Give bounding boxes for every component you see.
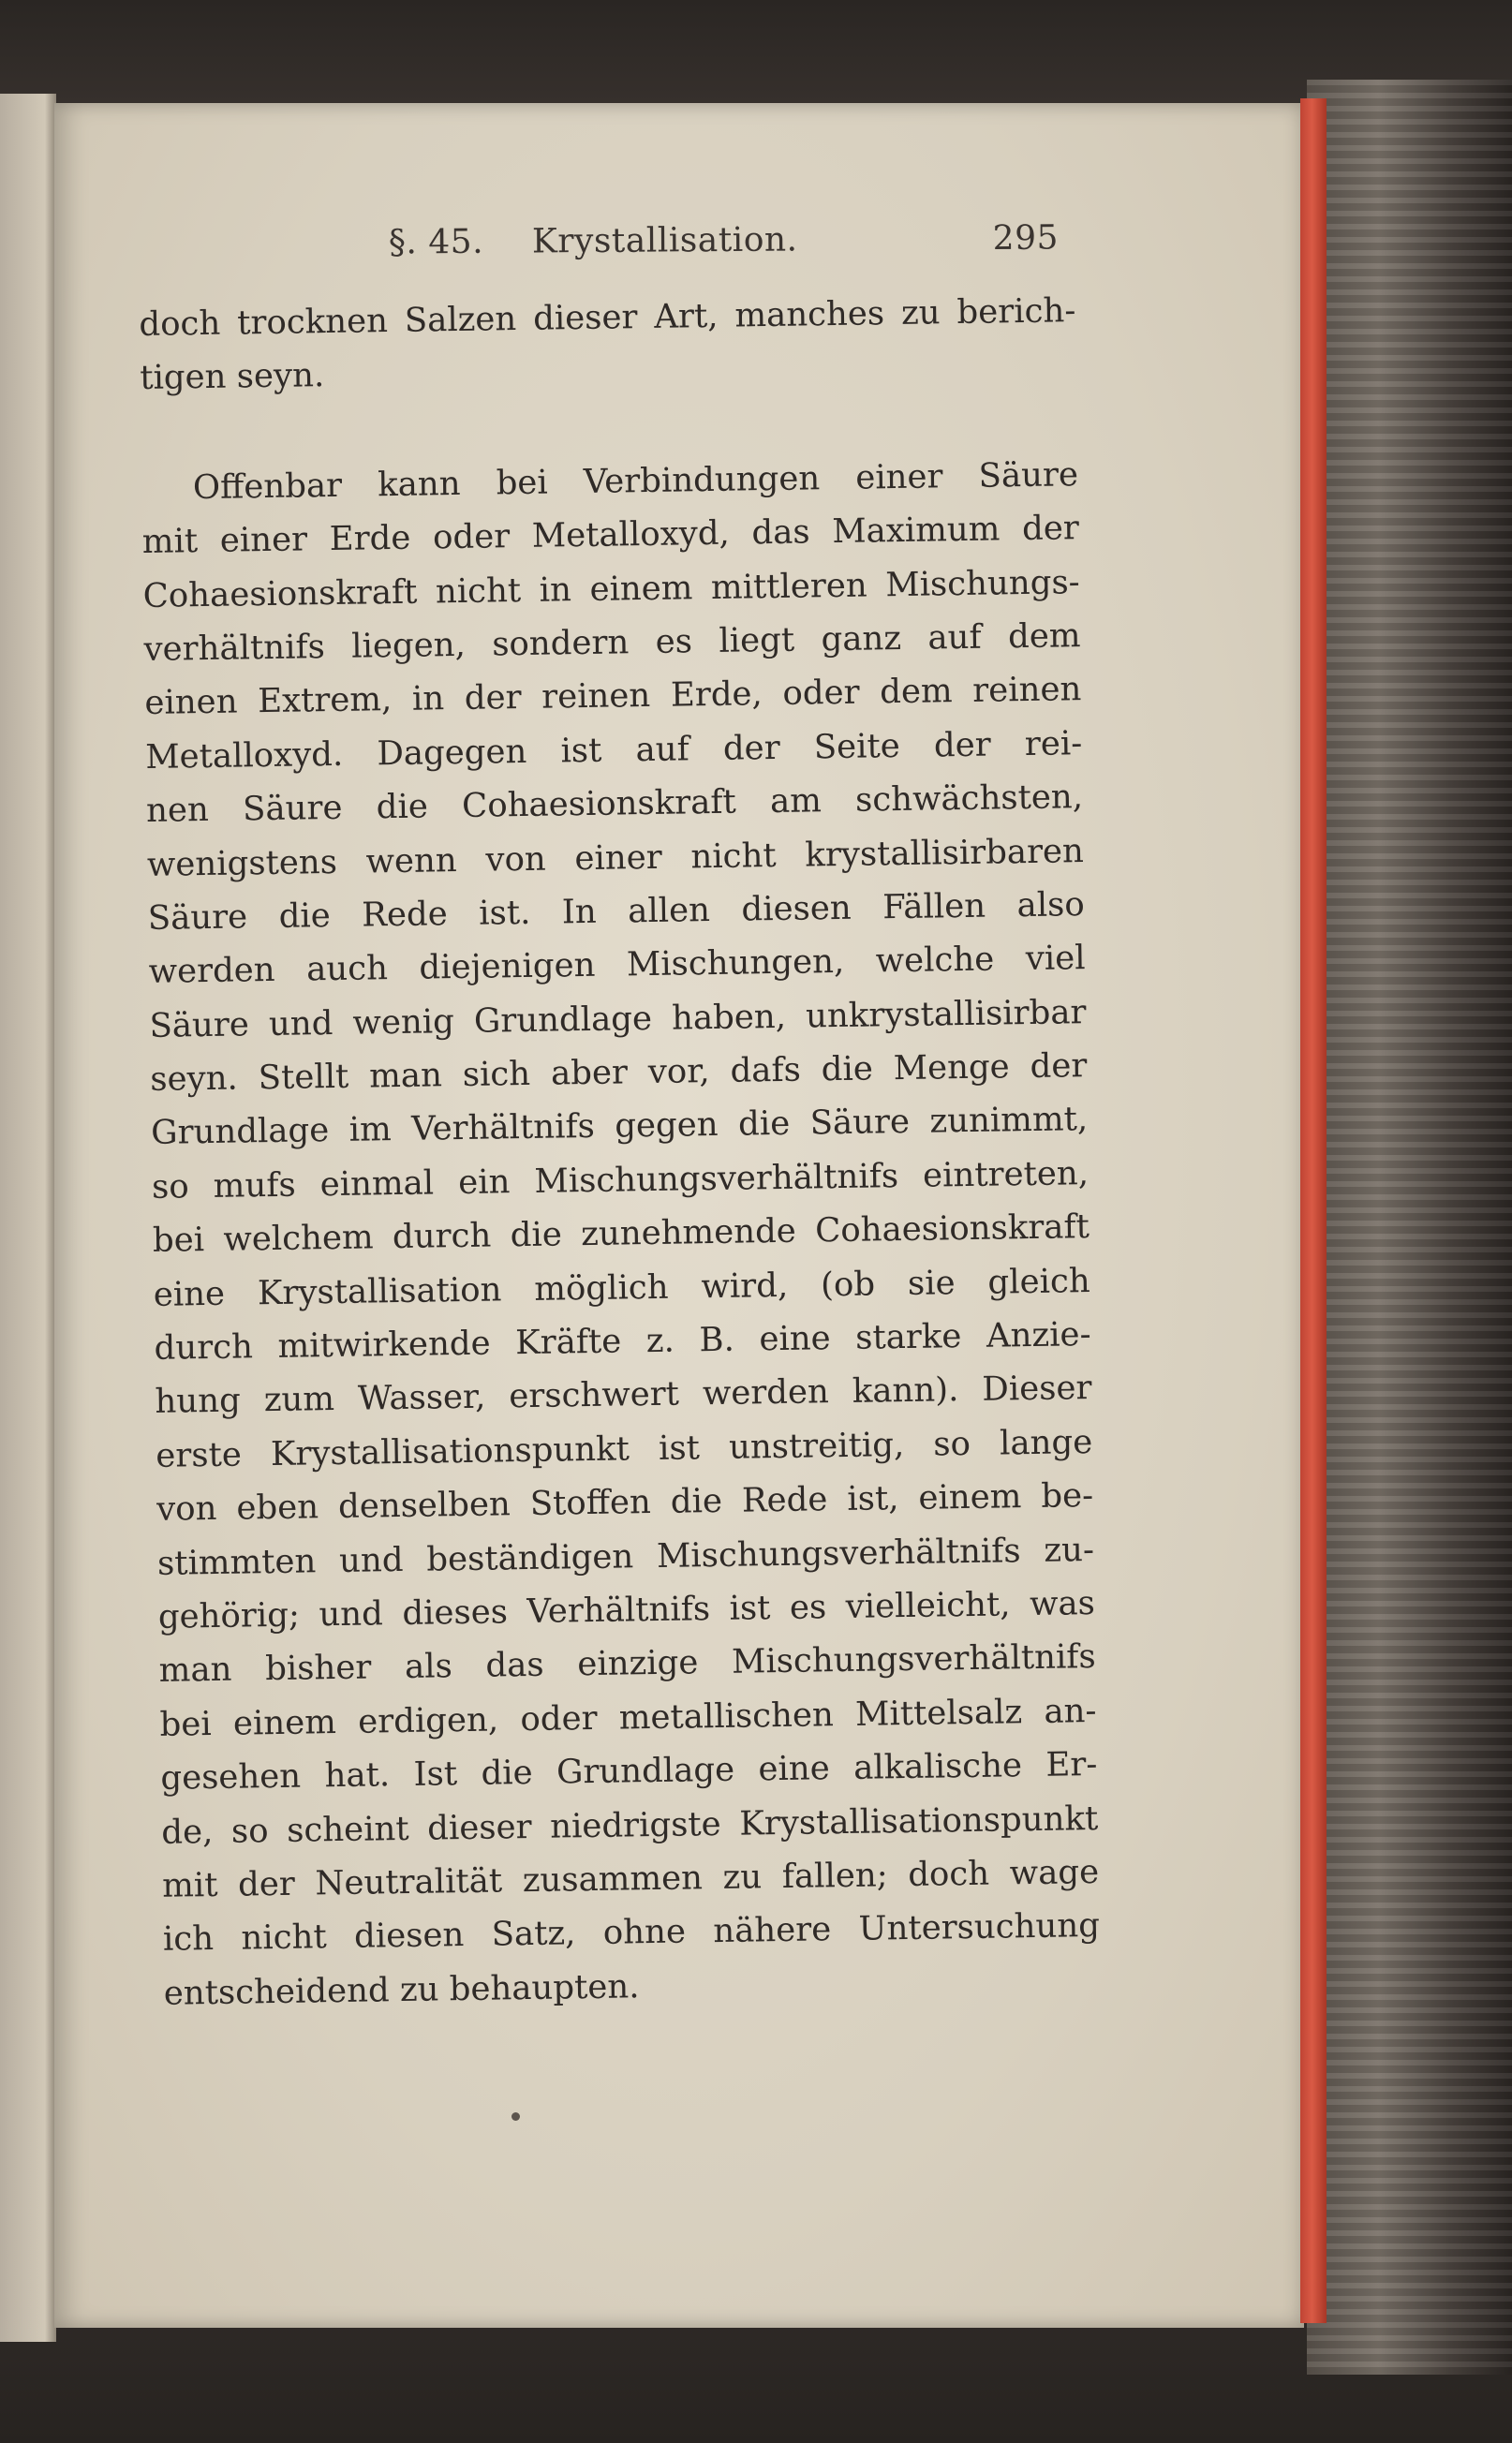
text-line: nen Säure die Cohaesionskraft am schwächsten, [145,777,1084,831]
paragraph-1 [139,284,1077,406]
text-line: von eben denselben Stoffen die Rede ist, einem be- [156,1476,1094,1530]
text-line: werden auch diejenigen Mischungen, welche viel [148,939,1086,992]
text-line: stimmten und beständigen Mischungsverhältnifs zu- [156,1530,1095,1583]
text-line: Cohaesionskraft nicht in einem mittleren Mischungs- [142,562,1080,615]
book-spine-edge [1307,80,1512,2375]
text-line: bei einem erdigen, oder metallischen Mittelsalz an- [159,1691,1097,1744]
ink-speck [511,2112,520,2121]
text-line: man bisher als das einzige Mischungsverhältnifs [158,1637,1096,1691]
page-text [139,284,1101,2021]
text-line: mit der Neutralität zusammen zu fallen; doch wage [161,1852,1100,1905]
text-line: eine Krystallisation möglich wird, (ob sie gleich [153,1261,1090,1314]
text-line: ich nicht diesen Satz, ohne nähere Untersuchung [162,1906,1101,1960]
facing-page-edge [0,94,56,2342]
text-line: Offenbar kann bei Verbindungen einer Säure [192,454,1079,507]
text-line: seyn. Stellt man sich aber vor, dafs die Menge der [150,1046,1088,1099]
section-number: §. 45. [388,222,484,262]
text-line: erste Krystallisationspunkt ist unstreitig, so lange [156,1422,1093,1475]
text-line: Säure und wenig Grundlage haben, unkrystallisirbar [149,992,1087,1045]
paragraph-2 [141,448,1102,2021]
running-title: Krystallisation. [531,220,798,261]
text-line: einen Extrem, in der reinen Erde, oder dem reinen [144,670,1082,723]
text-line: mit einer Erde oder Metalloxyd, das Maximum der [141,509,1080,562]
text-line: bei welchem durch die zunehmende Cohaesionskraft [152,1207,1090,1261]
text-line: hung zum Wasser, erschwert werden kann). Dieser [155,1369,1092,1422]
text-line: so mufs einmal ein Mischungsverhältnifs eintreten, [151,1153,1090,1207]
text-line: wenigstens wenn von einer nicht krystallisirbaren [146,831,1085,884]
text-line: de, so scheint dieser niedrigste Krystallisationspunkt [160,1799,1099,1852]
page-number: 295 [992,218,1060,259]
text-line: gesehen hat. Ist die Grundlage eine alkalische Er- [160,1745,1098,1798]
text-line: Säure die Rede ist. In allen diesen Fällen also [147,885,1086,938]
text-line: tigen seyn. [139,356,325,398]
text-line: verhältnifs liegen, sondern es liegt ganz auf dem [143,616,1081,669]
text-line: Metalloxyd. Dagegen ist auf der Seite der rei- [144,723,1083,777]
text-line: gehörig; und dieses Verhältnifs ist es vielleicht, was [157,1583,1096,1636]
red-page-edge [1300,98,1327,2323]
text-line: doch trocknen Salzen dieser Art, manches zu berich- [139,291,1076,344]
text-line: entscheidend zu behaupten. [163,1966,640,2013]
text-line: durch mitwirkende Kräfte z. B. eine starke Anzie- [154,1315,1091,1368]
running-head [389,218,1063,279]
text-line: Grundlage im Verhältnifs gegen die Säure zunimmt, [150,1100,1089,1153]
